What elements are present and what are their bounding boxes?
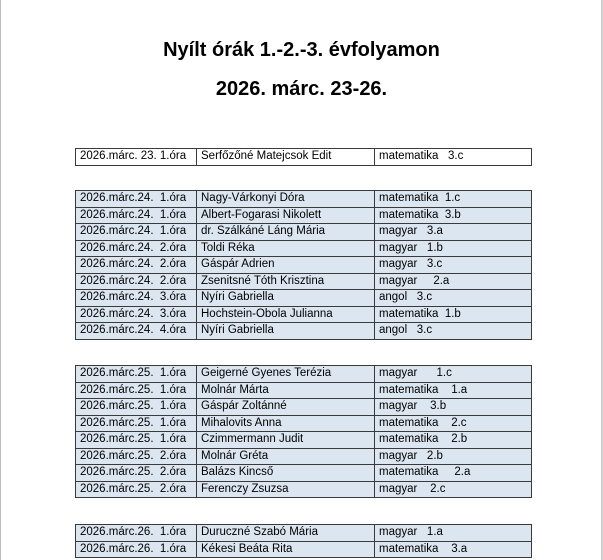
- subject-class-cell: magyar 2.a: [375, 273, 532, 290]
- subject-class-cell: matematika 2.a: [375, 465, 532, 482]
- schedule-table-march-24: [75, 190, 532, 340]
- date-period-cell: 2026.márc.25. 1.óra: [76, 415, 197, 432]
- date-period-cell: 2026.márc.25. 1.óra: [76, 399, 197, 416]
- date-period-cell: 2026.márc.25. 1.óra: [76, 432, 197, 449]
- table-row: [76, 415, 532, 432]
- teacher-cell: Gáspár Zoltánné: [197, 399, 375, 416]
- subject-class-cell: matematika 3.c: [375, 149, 532, 166]
- table-row: [76, 541, 532, 558]
- date-period-cell: 2026.márc. 23. 1.óra: [76, 149, 197, 166]
- teacher-cell: Hochstein-Obola Julianna: [197, 306, 375, 323]
- teacher-cell: Czimmermann Judit: [197, 432, 375, 449]
- teacher-cell: Molnár Márta: [197, 382, 375, 399]
- schedule-table-march-23: [75, 148, 532, 166]
- table-row: [76, 306, 532, 323]
- subject-class-cell: magyar 3.b: [375, 399, 532, 416]
- date-period-cell: 2026.márc.26. 1.óra: [76, 541, 197, 558]
- subject-class-cell: magyar 3.a: [375, 224, 532, 241]
- date-period-cell: 2026.márc.25. 2.óra: [76, 481, 197, 498]
- table-row: [76, 366, 532, 383]
- page-subtitle-dates: 2026. márc. 23-26.: [215, 78, 388, 100]
- subject-class-cell: magyar 1.b: [375, 240, 532, 257]
- schedule-table-march-26: [75, 524, 532, 558]
- teacher-cell: Balázs Kincső: [197, 465, 375, 482]
- subject-class-cell: matematika 1.a: [375, 382, 532, 399]
- date-period-cell: 2026.márc.26. 1.óra: [76, 525, 197, 542]
- table-row: [76, 224, 532, 241]
- date-period-cell: 2026.márc.24. 1.óra: [76, 224, 197, 241]
- subject-class-cell: matematika 2.b: [375, 432, 532, 449]
- subject-class-cell: angol 3.c: [375, 323, 532, 340]
- date-period-cell: 2026.márc.24. 1.óra: [76, 191, 197, 208]
- subject-class-cell: matematika 3.b: [375, 207, 532, 224]
- teacher-cell: Albert-Fogarasi Nikolett: [197, 207, 375, 224]
- teacher-cell: Nyíri Gabriella: [197, 290, 375, 307]
- teacher-cell: Nyíri Gabriella: [197, 323, 375, 340]
- subject-class-cell: angol 3.c: [375, 290, 532, 307]
- date-period-cell: 2026.márc.25. 1.óra: [76, 382, 197, 399]
- teacher-cell: Mihalovits Anna: [197, 415, 375, 432]
- teacher-cell: Molnár Gréta: [197, 448, 375, 465]
- subject-class-cell: matematika 2.c: [375, 415, 532, 432]
- table-row: [76, 273, 532, 290]
- table-row: [76, 191, 532, 208]
- date-period-cell: 2026.márc.24. 2.óra: [76, 273, 197, 290]
- teacher-cell: Duruczné Szabó Mária: [197, 525, 375, 542]
- table-row: [76, 257, 532, 274]
- table-row: [76, 290, 532, 307]
- table-row: [76, 207, 532, 224]
- teacher-cell: Geigerné Gyenes Terézia: [197, 366, 375, 383]
- table-row: [76, 382, 532, 399]
- date-period-cell: 2026.márc.24. 4.óra: [76, 323, 197, 340]
- date-period-cell: 2026.márc.25. 2.óra: [76, 465, 197, 482]
- teacher-cell: Ferenczy Zsuzsa: [197, 481, 375, 498]
- date-period-cell: 2026.márc.24. 3.óra: [76, 306, 197, 323]
- table-row: [76, 465, 532, 482]
- teacher-cell: dr. Szálkáné Láng Mária: [197, 224, 375, 241]
- subject-class-cell: magyar 1.a: [375, 525, 532, 542]
- table-row: [76, 149, 532, 166]
- teacher-cell: Serfőzőné Matejcsok Edit: [197, 149, 375, 166]
- teacher-cell: Kékesi Beáta Rita: [197, 541, 375, 558]
- teacher-cell: Nagy-Várkonyi Dóra: [197, 191, 375, 208]
- teacher-cell: Gáspár Adrien: [197, 257, 375, 274]
- date-period-cell: 2026.márc.25. 1.óra: [76, 366, 197, 383]
- table-row: [76, 448, 532, 465]
- table-row: [76, 240, 532, 257]
- subject-class-cell: magyar 2.c: [375, 481, 532, 498]
- teacher-cell: Zsenitsné Tóth Krisztina: [197, 273, 375, 290]
- table-row: [76, 525, 532, 542]
- subject-class-cell: matematika 1.b: [375, 306, 532, 323]
- date-period-cell: 2026.márc.24. 3.óra: [76, 290, 197, 307]
- date-period-cell: 2026.márc.24. 2.óra: [76, 257, 197, 274]
- date-period-cell: 2026.márc.24. 1.óra: [76, 207, 197, 224]
- schedule-table-march-25: [75, 365, 532, 498]
- table-row: [76, 399, 532, 416]
- subject-class-cell: magyar 1.c: [375, 366, 532, 383]
- date-period-cell: 2026.márc.24. 2.óra: [76, 240, 197, 257]
- subject-class-cell: magyar 2.b: [375, 448, 532, 465]
- teacher-cell: Toldi Réka: [197, 240, 375, 257]
- table-row: [76, 432, 532, 449]
- subject-class-cell: magyar 3.c: [375, 257, 532, 274]
- table-row: [76, 481, 532, 498]
- date-period-cell: 2026.márc.25. 2.óra: [76, 448, 197, 465]
- subject-class-cell: matematika 3.a: [375, 541, 532, 558]
- subject-class-cell: matematika 1.c: [375, 191, 532, 208]
- page-title: Nyílt órák 1.-2.-3. évfolyamon: [163, 39, 440, 61]
- table-row: [76, 323, 532, 340]
